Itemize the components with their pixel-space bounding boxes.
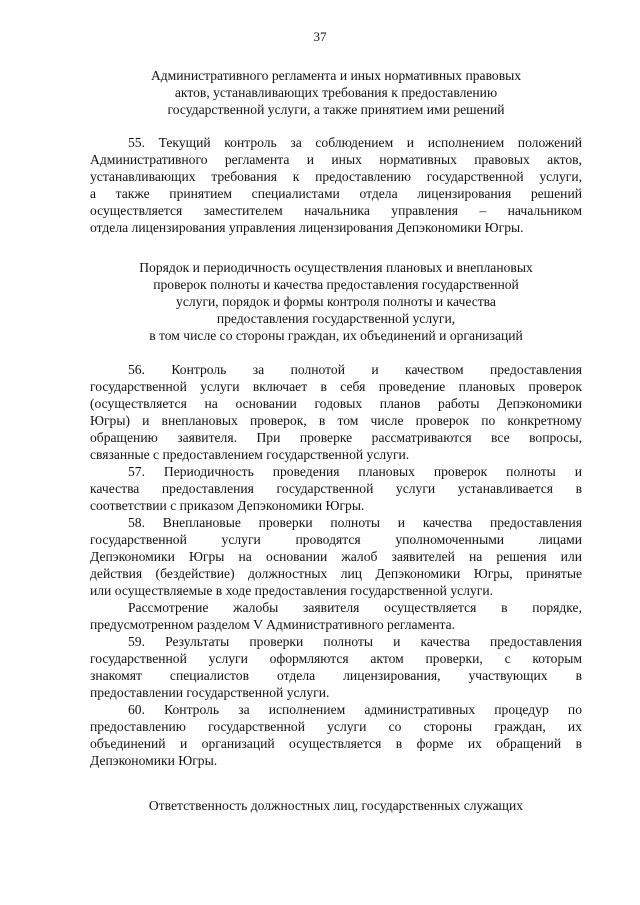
text-line: 55. Текущий контроль за соблюдением и исполнением положений: [128, 135, 582, 150]
text-line: объединений и организаций осуществляется в форме их обращений в: [90, 736, 582, 751]
paragraph-59: [90, 633, 582, 701]
text-line: устанавливающих требования к предоставлению государственной услуги,: [90, 169, 582, 184]
text-line: действия (бездействие) должностных лиц Депэкономики Югры, принятые: [90, 566, 582, 581]
text-line: государственной услуги включает в себя проведение плановых проверок: [90, 379, 582, 394]
paragraph-58: [90, 514, 582, 599]
text-line: 56. Контроль за полнотой и качеством предоставления: [128, 362, 582, 377]
heading-line: Порядок и периодичность осуществления плановых и внеплановых: [139, 260, 533, 275]
text-line: (осуществляется на основании годовых планов работы Депэкономики: [90, 396, 582, 411]
heading-line: Ответственность должностных лиц, государственных служащих: [148, 798, 524, 813]
text-line: Административного регламента и иных нормативных правовых актов,: [90, 152, 582, 167]
text-line: качества предоставления государственной услуги устанавливается в: [90, 481, 582, 496]
inspection-paragraphs: [90, 361, 582, 769]
text-line: Депэкономики Югры.: [90, 753, 218, 768]
text-line: предоставлению государственной услуги со стороны граждан, их: [90, 719, 582, 734]
text-line: соответствии с приказом Депэкономики Югры.: [90, 498, 365, 513]
heading-line: Административного регламента и иных нормативных правовых: [150, 68, 522, 83]
text-line: знакомят специалистов отдела лицензирования, участвующих в: [90, 668, 582, 683]
text-line: государственной услуги проводятся уполномоченными лицами: [90, 532, 582, 547]
paragraph-57: [90, 463, 582, 514]
page-number: 37: [313, 29, 327, 44]
text-line: связанные с предоставлением государственной услуги.: [90, 447, 410, 462]
text-line: Югры) и внеплановых проверок, в том числе проверок по конкретному: [90, 413, 582, 428]
heading-line: в том числе со стороны граждан, их объединений и организаций: [149, 328, 523, 343]
text-line: 60. Контроль за исполнением административных процедур по: [128, 702, 582, 717]
text-line: отдела лицензирования управления лицензирования Депэкономики Югры.: [90, 220, 524, 235]
text-line: Депэкономики Югры на основании жалоб заявителей на решения или: [90, 549, 582, 564]
text-line: обращению заявителя. При проверке рассматриваются все вопросы,: [90, 430, 582, 445]
text-line: 59. Результаты проверки полноты и качества предоставления: [128, 634, 582, 649]
text-line: государственной услуги оформляются актом проверки, с которым: [90, 651, 582, 666]
heading-line: проверок полноты и качества предоставления государственной: [153, 277, 519, 292]
paragraph-55: [90, 134, 582, 236]
heading-line: актов, устанавливающих требования к предоставлению: [174, 85, 498, 100]
paragraph-complaint-review: [90, 599, 582, 633]
paragraph-60: [90, 701, 582, 769]
text-line: или осуществляемые в ходе предоставления государственной услуги.: [90, 583, 494, 598]
paragraph-56: [90, 361, 582, 463]
text-line: предоставлении государственной услуги.: [90, 685, 330, 700]
section-heading-responsibility: [90, 797, 582, 814]
section-heading-inspections: [90, 259, 582, 344]
heading-line: государственной услуги, а также принятием ими решений: [167, 102, 505, 117]
heading-line: услуги, порядок и формы контроля полноты и качества: [176, 294, 496, 309]
section-heading-regulation-acts: [90, 67, 582, 118]
text-line: 58. Внеплановые проверки полноты и качества предоставления: [128, 515, 582, 530]
text-line: Рассмотрение жалобы заявителя осуществляется в порядке,: [128, 600, 582, 615]
text-line: а также принятием специалистами отдела лицензирования решений: [90, 186, 582, 201]
text-line: предусмотренном разделом V Административного регламента.: [90, 617, 456, 632]
text-line: осуществляется заместителем начальника управления – начальником: [90, 203, 582, 218]
heading-line: предоставления государственной услуги,: [216, 311, 456, 326]
text-line: 57. Периодичность проведения плановых проверок полноты и: [128, 464, 582, 479]
